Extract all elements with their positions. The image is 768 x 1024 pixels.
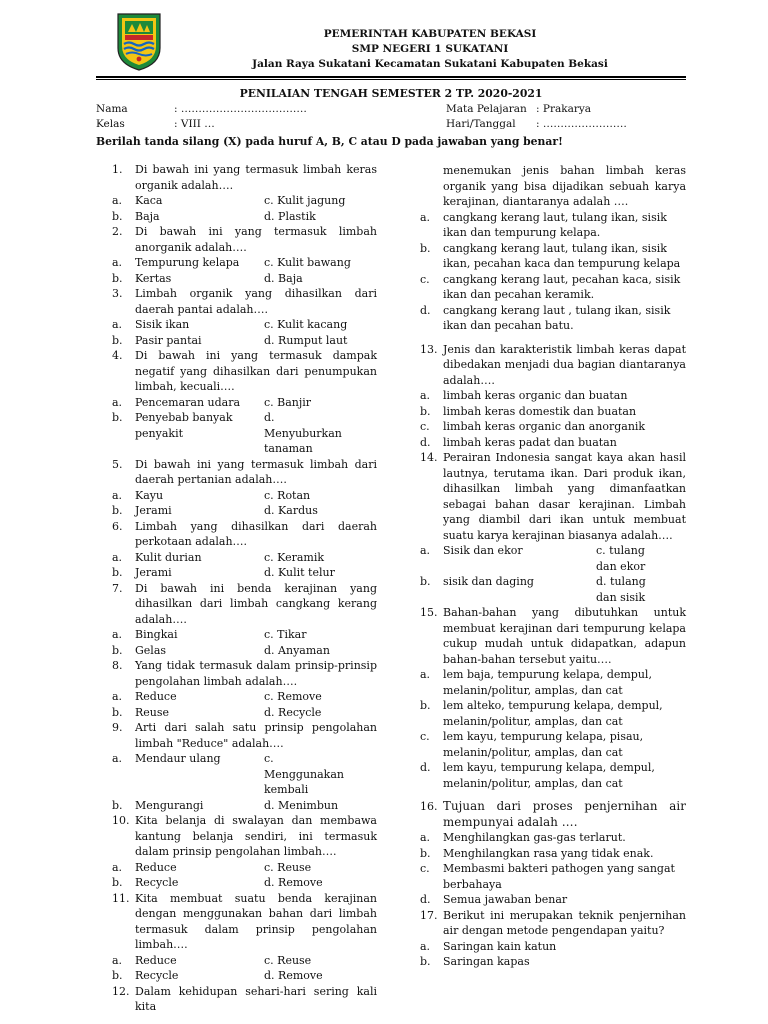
option-letter: b. <box>420 846 431 860</box>
option-text: Reuse <box>277 953 312 967</box>
question-item <box>112 813 377 891</box>
question-item <box>420 605 686 791</box>
answer-option[interactable] <box>112 488 264 504</box>
option-text: limbah keras organic dan anorganik <box>443 420 646 433</box>
answer-option[interactable] <box>420 419 686 435</box>
answer-option[interactable] <box>112 627 264 643</box>
option-text: Pencemaran udara <box>135 395 241 409</box>
option-text: Gelas <box>135 643 167 657</box>
option-text: Kulit bawang <box>277 256 351 269</box>
option-letter: c. <box>596 544 610 557</box>
option-letter: a. <box>112 395 123 409</box>
spacer <box>420 334 686 342</box>
answer-option[interactable] <box>264 751 354 798</box>
answer-option[interactable] <box>264 643 354 659</box>
option-row <box>112 565 377 581</box>
answer-option[interactable] <box>264 953 354 969</box>
option-text: lem kayu, tempurung kelapa, dempul, melanin/politur, amplas, dan cat <box>443 761 655 790</box>
option-letter: b. <box>112 504 123 517</box>
answer-option[interactable] <box>420 939 686 955</box>
question-number: 14. <box>420 451 438 464</box>
option-row <box>112 410 377 457</box>
answer-option[interactable] <box>264 705 354 721</box>
option-text: Menghilangkan gas-gas terlarut. <box>443 831 626 844</box>
option-row <box>112 643 377 659</box>
option-text: Tempurung kelapa <box>135 256 240 269</box>
question-item <box>420 908 686 970</box>
option-letter: c. <box>264 752 274 765</box>
option-text: Sisik dan ekor <box>443 544 523 557</box>
answer-option[interactable] <box>264 317 354 333</box>
option-text: Menyuburkan tanaman <box>264 426 342 455</box>
answer-option[interactable] <box>112 798 264 814</box>
question-text: Di bawah ini yang termasuk dampak negatif yang dihasilkan dari penumpukan limbah, kecuali…. <box>135 349 377 393</box>
answer-option[interactable] <box>420 954 686 970</box>
question-item <box>112 162 377 224</box>
question-item <box>420 163 686 334</box>
question-item <box>420 450 686 605</box>
answer-option[interactable] <box>264 860 354 876</box>
answer-option[interactable] <box>112 503 264 519</box>
option-letter: a. <box>112 194 123 207</box>
answer-option[interactable] <box>264 193 354 209</box>
exam-title: PENILAIAN TENGAH SEMESTER 2 TP. 2020-2021 <box>239 87 543 100</box>
left-question-column <box>112 162 377 1015</box>
answer-option[interactable] <box>420 892 686 908</box>
option-letter: b. <box>112 876 123 889</box>
option-text: Bingkai <box>135 628 178 641</box>
instruction: Berilah tanda silang (X) pada huruf A, B, C atau D pada jawaban yang benar! <box>96 135 563 148</box>
option-text: sisik dan daging <box>443 575 534 588</box>
option-text: Kertas <box>135 271 172 285</box>
answer-option[interactable] <box>420 543 596 574</box>
school-name: SMP NEGERI 1 SUKATANI <box>351 43 509 55</box>
option-row <box>112 209 377 225</box>
answer-option[interactable] <box>420 729 686 760</box>
option-text: Plastik <box>278 209 316 223</box>
option-text: Kardus <box>278 504 318 517</box>
question-text: Kita belanja di swalayan dan membawa kantung belanja sendiri, ini termasuk dalam prinsip pengolahan limbah…. <box>135 814 377 858</box>
option-text: Reuse <box>135 705 170 719</box>
answer-option[interactable] <box>112 255 264 271</box>
option-text: Kulit durian <box>135 550 202 564</box>
option-letter: b. <box>112 705 123 719</box>
option-row <box>112 968 377 984</box>
answer-option[interactable] <box>112 333 264 349</box>
option-row <box>112 255 377 271</box>
question-number: 10. <box>112 814 130 827</box>
option-text: limbah keras domestik dan buatan <box>443 404 637 418</box>
option-letter: d. <box>264 643 279 657</box>
question-number: 15. <box>420 606 438 619</box>
option-text: Recycle <box>278 705 322 719</box>
school-address: Jalan Raya Sukatani Kecamatan Sukatani Kabupaten Bekasi <box>252 58 608 70</box>
question-text: Berikut ini merupakan teknik penjernihan air dengan metode pengendapan yaitu? <box>443 908 686 937</box>
option-text: Kayu <box>135 488 164 502</box>
option-letter: b. <box>112 969 123 982</box>
option-letter: c. <box>264 395 278 409</box>
option-text: tulang dan ekor <box>596 544 646 573</box>
header-rule <box>96 76 686 78</box>
question-item <box>112 224 377 286</box>
option-text: Kaca <box>135 194 163 207</box>
option-text: Pasir pantai <box>135 333 202 347</box>
option-letter: a. <box>112 860 123 874</box>
hari-label: Hari/Tanggal <box>446 118 516 130</box>
option-letter: d. <box>264 705 279 719</box>
question-text: Di bawah ini yang termasuk limbah anorganik adalah…. <box>135 225 377 254</box>
question-item <box>112 658 377 720</box>
question-number: 5. <box>112 457 123 471</box>
hari-field[interactable]: : …………………… <box>536 118 627 130</box>
question-text: Dalam kehidupan sehari-hari sering kali kita <box>135 984 377 1013</box>
question-item <box>112 286 377 348</box>
option-letter: b. <box>420 241 431 255</box>
option-text: Recycle <box>135 969 179 982</box>
option-letter: a. <box>420 389 431 402</box>
option-row <box>112 875 377 891</box>
question-text: Perairan Indonesia sangat kaya akan hasil lautnya, terutama ikan. Dari produk ikan, dihasilkan limbah yang dimanfaatkan sebagai bahan dasar kerajinan. Limbah yang diambil dari ikan untuk membuat suatu karya kerajinan biasanya adalah…. <box>443 451 686 542</box>
option-letter: b. <box>112 209 123 223</box>
answer-option[interactable] <box>264 271 354 287</box>
question-text: Limbah yang dihasilkan dari daerah perkotaan adalah…. <box>135 519 377 548</box>
bekasi-regency-emblem-icon <box>114 10 164 72</box>
option-text: cangkang kerang laut, tulang ikan, sisik ikan dan tempurung kelapa. <box>443 210 667 239</box>
spacer <box>420 791 686 799</box>
question-number: 4. <box>112 349 123 362</box>
option-letter: c. <box>420 730 430 743</box>
nama-field[interactable]: : ……………………………… <box>174 103 307 115</box>
option-text: Mendaur ulang <box>135 752 221 765</box>
option-letter: d. <box>264 969 279 982</box>
answer-option[interactable] <box>420 846 686 862</box>
option-letter: b. <box>112 333 123 347</box>
option-text: Reuse <box>277 860 312 874</box>
option-text: Baja <box>278 271 303 285</box>
answer-option[interactable] <box>420 698 686 729</box>
question-text: menemukan jenis bahan limbah keras organik yang bisa dijadikan sebuah karya kerajinan, diantaranya adalah …. <box>443 164 686 208</box>
option-letter: d. <box>264 209 279 223</box>
answer-option[interactable] <box>112 751 264 798</box>
option-text: cangkang kerang laut, tulang ikan, sisik ikan, pecahan kaca dan tempurung kelapa <box>443 241 681 270</box>
option-text: Saringan kapas <box>443 955 530 968</box>
answer-option[interactable] <box>420 388 686 404</box>
question-number: 13. <box>420 342 438 356</box>
answer-option[interactable] <box>112 643 264 659</box>
answer-option[interactable] <box>112 410 264 457</box>
answer-option[interactable] <box>420 574 596 605</box>
answer-option[interactable] <box>420 272 686 303</box>
question-text: Kita membuat suatu benda kerajinan dengan menggunakan bahan dari limbah termasuk dalam prinsip pengolahan limbah…. <box>135 891 377 951</box>
answer-option[interactable] <box>264 798 354 814</box>
answer-option[interactable] <box>112 875 264 891</box>
answer-option[interactable] <box>420 667 686 698</box>
option-letter: c. <box>264 690 278 703</box>
option-letter: d. <box>264 411 275 424</box>
option-row <box>420 543 686 574</box>
option-letter: b. <box>112 411 123 424</box>
option-letter: d. <box>596 575 611 588</box>
option-letter: b. <box>420 575 431 588</box>
option-letter: a. <box>112 550 123 564</box>
option-row <box>112 751 377 798</box>
answer-option[interactable] <box>264 503 354 519</box>
question-number: 8. <box>112 659 123 672</box>
answer-option[interactable] <box>112 565 264 581</box>
option-letter: c. <box>264 318 278 331</box>
option-text: lem alteko, tempurung kelapa, dempul, melanin/politur, amplas, dan cat <box>443 699 663 728</box>
option-text: Remove <box>278 969 323 982</box>
question-item <box>112 457 377 519</box>
mapel-value: : Prakarya <box>536 103 592 115</box>
question-number: 16. <box>420 800 438 813</box>
option-letter: a. <box>420 544 431 557</box>
option-letter: d. <box>264 333 279 347</box>
option-row <box>112 705 377 721</box>
option-letter: a. <box>112 256 123 269</box>
option-text: cangkang kerang laut, pecahan kaca, sisik ikan dan pecahan keramik. <box>443 272 681 301</box>
answer-option[interactable] <box>112 689 264 705</box>
option-text: Reduce <box>135 953 177 967</box>
option-letter: b. <box>112 271 123 285</box>
answer-option[interactable] <box>264 627 354 643</box>
option-row <box>112 317 377 333</box>
answer-option[interactable] <box>264 875 354 891</box>
question-text: Tujuan dari proses penjernihan air mempunyai adalah …. <box>443 799 686 829</box>
question-number: 17. <box>420 908 438 922</box>
option-letter: a. <box>420 939 431 953</box>
option-letter: c. <box>264 194 278 207</box>
option-text: Mengurangi <box>135 798 204 812</box>
kelas-label: Kelas <box>96 118 125 130</box>
answer-option[interactable] <box>264 410 354 457</box>
option-text: Saringan kain katun <box>443 939 557 953</box>
option-letter: c. <box>420 420 430 433</box>
question-number: 6. <box>112 519 123 533</box>
answer-option[interactable] <box>112 550 264 566</box>
question-text: Jenis dan karakteristik limbah keras dapat dibedakan menjadi dua bagian diantaranya adalah…. <box>443 342 686 387</box>
option-letter: c. <box>420 272 430 286</box>
option-row <box>112 953 377 969</box>
option-text: Tikar <box>277 628 307 641</box>
option-row <box>112 333 377 349</box>
answer-option[interactable] <box>112 705 264 721</box>
option-letter: c. <box>264 860 278 874</box>
option-letter: d. <box>420 303 431 317</box>
option-letter: d. <box>264 504 279 517</box>
mapel-label: Mata Pelajaran <box>446 103 527 115</box>
question-item <box>112 720 377 813</box>
option-letter: a. <box>112 488 123 502</box>
option-letter: b. <box>420 699 431 712</box>
option-letter: c. <box>264 550 278 564</box>
option-text: Rotan <box>277 488 311 502</box>
option-letter: c. <box>264 488 278 502</box>
option-letter: d. <box>264 566 279 579</box>
option-text: Jerami <box>135 566 172 579</box>
answer-option[interactable] <box>264 255 354 271</box>
option-text: Kulit kacang <box>277 318 348 331</box>
gov-name: PEMERINTAH KABUPATEN BEKASI <box>323 28 537 40</box>
question-text: Di bawah ini yang termasuk limbah dari daerah pertanian adalah…. <box>135 457 377 486</box>
option-letter: d. <box>420 893 431 906</box>
question-text: Bahan-bahan yang dibutuhkan untuk membuat kerajinan dari tempurung kelapa cukup mudah untuk didapatkan, adapun bahan-bahan tersebut yaitu…. <box>443 606 686 666</box>
question-text: Di bawah ini benda kerajinan yang dihasilkan dari limbah cangkang kerang adalah…. <box>135 581 377 626</box>
answer-option[interactable] <box>112 395 264 411</box>
option-row <box>112 193 377 209</box>
option-text: Menimbun <box>278 798 339 812</box>
option-text: Menghilangkan rasa yang tidak enak. <box>443 846 654 860</box>
option-text: Jerami <box>135 504 172 517</box>
option-text: Anyaman <box>278 643 330 657</box>
answer-option[interactable] <box>264 550 354 566</box>
option-letter: b. <box>420 404 431 418</box>
option-text: limbah keras organic dan buatan <box>443 389 628 402</box>
answer-option[interactable] <box>420 830 686 846</box>
answer-option[interactable] <box>420 303 686 334</box>
answer-option[interactable] <box>420 760 686 791</box>
question-number: 2. <box>112 225 123 238</box>
question-number: 9. <box>112 721 123 734</box>
question-text: Limbah organik yang dihasilkan dari daerah pantai adalah…. <box>135 287 377 316</box>
option-text: cangkang kerang laut , tulang ikan, sisik ikan dan pecahan batu. <box>443 303 671 332</box>
option-letter: a. <box>112 318 123 331</box>
nama-label: Nama <box>96 103 128 115</box>
answer-option[interactable] <box>264 689 354 705</box>
header-rule-thin <box>96 79 686 80</box>
option-letter: d. <box>420 435 431 449</box>
question-item <box>112 519 377 581</box>
answer-option[interactable] <box>420 404 686 420</box>
answer-option[interactable] <box>264 333 354 349</box>
option-text: Kulit telur <box>278 566 335 579</box>
question-item <box>112 984 377 1015</box>
question-number: 11. <box>112 891 130 905</box>
option-text: lem kayu, tempurung kelapa, pisau, melanin/politur, amplas, dan cat <box>443 730 644 759</box>
answer-option[interactable] <box>112 271 264 287</box>
option-text: limbah keras padat dan buatan <box>443 435 617 449</box>
answer-option[interactable] <box>112 968 264 984</box>
answer-option[interactable] <box>596 574 666 605</box>
option-text: Sisik ikan <box>135 318 190 331</box>
option-text: Remove <box>278 876 323 889</box>
option-text: Reduce <box>135 860 177 874</box>
question-number: 12. <box>112 984 130 998</box>
option-text: Recycle <box>135 876 179 889</box>
option-letter: c. <box>264 628 278 641</box>
option-letter: d. <box>264 876 279 889</box>
option-text: Menggunakan kembali <box>264 767 344 796</box>
right-question-column <box>420 163 686 970</box>
option-row <box>112 488 377 504</box>
option-text: Penyebab banyak penyakit <box>135 411 233 440</box>
option-letter: c. <box>420 862 430 875</box>
option-letter: c. <box>264 256 278 269</box>
option-letter: a. <box>420 210 431 224</box>
option-text: Rumput laut <box>278 333 348 347</box>
option-row <box>112 550 377 566</box>
option-row <box>112 395 377 411</box>
option-row <box>112 798 377 814</box>
answer-option[interactable] <box>112 317 264 333</box>
answer-option[interactable] <box>596 543 666 574</box>
option-letter: a. <box>112 953 123 967</box>
question-item <box>112 891 377 984</box>
question-number: 1. <box>112 163 123 176</box>
answer-option[interactable] <box>112 209 264 225</box>
answer-option[interactable] <box>420 861 686 892</box>
option-letter: a. <box>112 690 123 703</box>
question-item <box>112 581 377 659</box>
option-letter: b. <box>112 566 123 579</box>
answer-option[interactable] <box>264 488 354 504</box>
answer-option[interactable] <box>420 241 686 272</box>
option-letter: a. <box>420 668 431 681</box>
option-text: tulang dan sisik <box>596 575 646 604</box>
option-letter: d. <box>420 761 431 774</box>
option-letter: c. <box>264 953 278 967</box>
option-text: Baja <box>135 209 160 223</box>
answer-option[interactable] <box>264 395 354 411</box>
option-text: Kulit jagung <box>277 194 346 207</box>
option-letter: b. <box>112 643 123 657</box>
option-text: Membasmi bakteri pathogen yang sangat berbahaya <box>443 862 675 891</box>
answer-option[interactable] <box>264 209 354 225</box>
answer-option[interactable] <box>112 953 264 969</box>
option-letter: d. <box>264 271 279 285</box>
option-letter: a. <box>112 628 123 641</box>
option-row <box>112 271 377 287</box>
option-text: Semua jawaban benar <box>443 893 568 906</box>
option-text: lem baja, tempurung kelapa, dempul, melanin/politur, amplas, dan cat <box>443 668 652 697</box>
option-letter: b. <box>420 955 431 968</box>
answer-option[interactable] <box>264 968 354 984</box>
option-letter: a. <box>420 831 431 844</box>
answer-option[interactable] <box>112 193 264 209</box>
answer-option[interactable] <box>264 565 354 581</box>
answer-option[interactable] <box>420 210 686 241</box>
option-row <box>112 860 377 876</box>
option-letter: a. <box>112 752 123 765</box>
question-item <box>420 342 686 451</box>
option-row <box>112 627 377 643</box>
question-text: Yang tidak termasuk dalam prinsip-prinsip pengolahan limbah adalah…. <box>135 659 377 688</box>
question-number: 7. <box>112 581 123 595</box>
question-number: 3. <box>112 287 123 300</box>
option-row <box>112 503 377 519</box>
question-item <box>112 348 377 457</box>
question-item <box>420 799 686 908</box>
option-letter: d. <box>264 798 279 812</box>
option-text: Reduce <box>135 690 177 703</box>
option-letter: b. <box>112 798 123 812</box>
option-text: Remove <box>277 690 322 703</box>
option-text: Keramik <box>277 550 325 564</box>
option-row <box>112 689 377 705</box>
question-text: Arti dari salah satu prinsip pengolahan limbah "Reduce" adalah…. <box>135 721 377 750</box>
answer-option[interactable] <box>420 435 686 451</box>
answer-option[interactable] <box>112 860 264 876</box>
question-text: Di bawah ini yang termasuk limbah keras organik adalah…. <box>135 163 377 192</box>
option-text: Banjir <box>277 395 312 409</box>
kelas-field[interactable]: : VIII … <box>174 118 215 130</box>
option-row <box>420 574 686 605</box>
